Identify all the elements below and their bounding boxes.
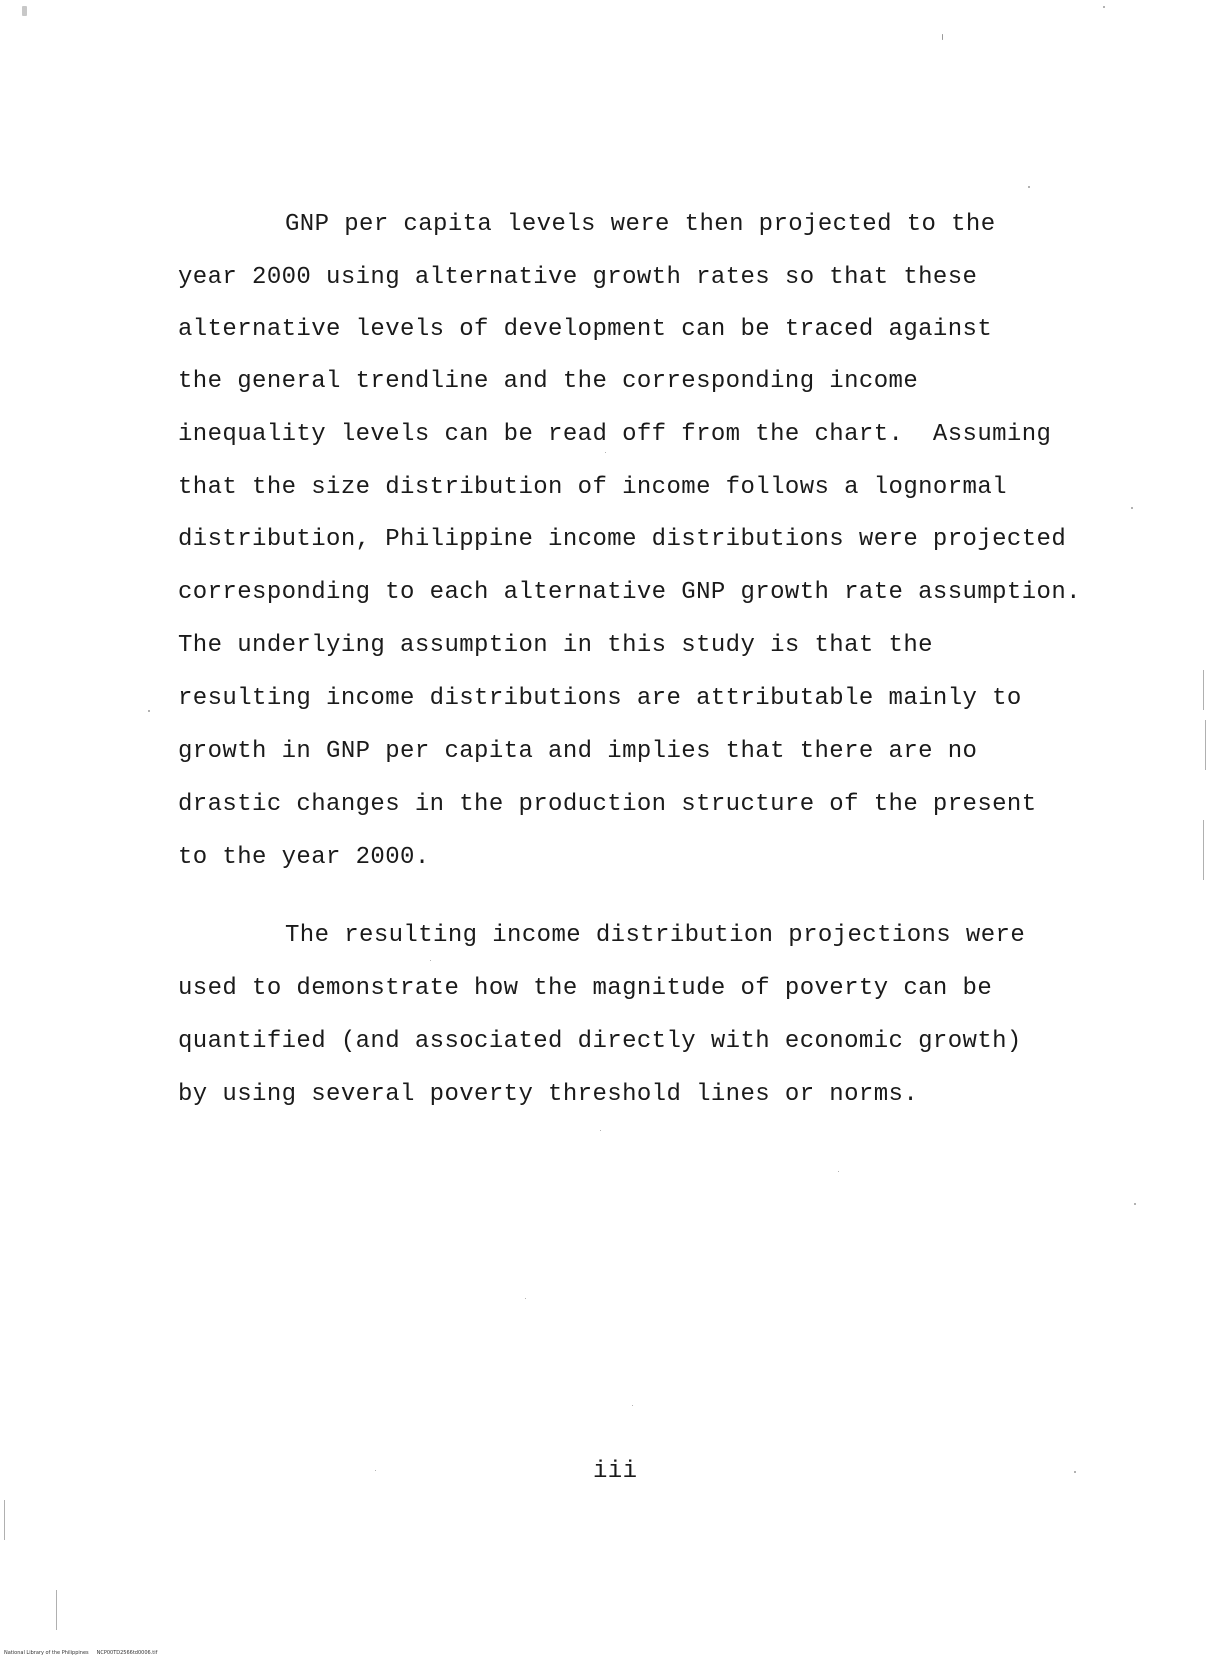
margin-mark	[1203, 820, 1204, 880]
page-number: iii	[593, 1458, 638, 1485]
paragraph-line: inequality levels can be read off from the chart. Assuming	[178, 421, 1052, 448]
paragraph-line: GNP per capita levels were then projected to the	[285, 211, 996, 238]
paragraph-line: used to demonstrate how the magnitude of poverty can be	[178, 975, 993, 1002]
paragraph-line: by using several poverty threshold lines or norms.	[178, 1081, 919, 1108]
scan-speck	[1028, 186, 1030, 188]
paragraph-line: that the size distribution of income follows a lognormal	[178, 474, 1007, 501]
paragraph-line: the general trendline and the corresponding income	[178, 368, 919, 395]
scan-speck	[22, 6, 27, 16]
scan-speck	[632, 1405, 633, 1406]
scan-speck	[148, 710, 150, 712]
paragraph-line: growth in GNP per capita and implies that there are no	[178, 738, 978, 765]
scan-speck	[600, 1130, 601, 1131]
scan-speck	[942, 34, 943, 40]
paragraph-line: corresponding to each alternative GNP growth rate assumption.	[178, 579, 1081, 606]
scan-speck	[375, 1470, 376, 1471]
scan-speck	[1103, 6, 1105, 8]
scan-speck	[430, 960, 431, 961]
margin-mark	[56, 1590, 57, 1630]
paragraph-line: year 2000 using alternative growth rates so that these	[178, 264, 978, 291]
scan-speck	[1134, 1203, 1136, 1205]
scan-speck	[1131, 507, 1133, 509]
paragraph-line: alternative levels of development can be traced against	[178, 316, 993, 343]
paragraph-line: distribution, Philippine income distributions were projected	[178, 526, 1067, 553]
paragraph-line: The resulting income distribution projections were	[285, 922, 1026, 949]
paragraph-line: resulting income distributions are attributable mainly to	[178, 685, 1022, 712]
margin-mark	[4, 1500, 5, 1540]
archive-footer-stamp: National Library of the Philippines NCP00TD2566td0006.tif	[4, 1650, 158, 1656]
margin-mark	[1205, 720, 1206, 770]
paragraph-line: to the year 2000.	[178, 844, 430, 871]
paragraph-line: drastic changes in the production structure of the present	[178, 791, 1037, 818]
scan-speck	[1074, 1471, 1076, 1473]
scan-speck	[525, 1298, 526, 1299]
margin-mark	[1203, 670, 1204, 710]
paragraph-line: The underlying assumption in this study is that the	[178, 632, 933, 659]
paragraph-line: quantified (and associated directly with economic growth)	[178, 1028, 1022, 1055]
scan-speck	[838, 1171, 839, 1172]
scan-speck	[605, 452, 606, 453]
